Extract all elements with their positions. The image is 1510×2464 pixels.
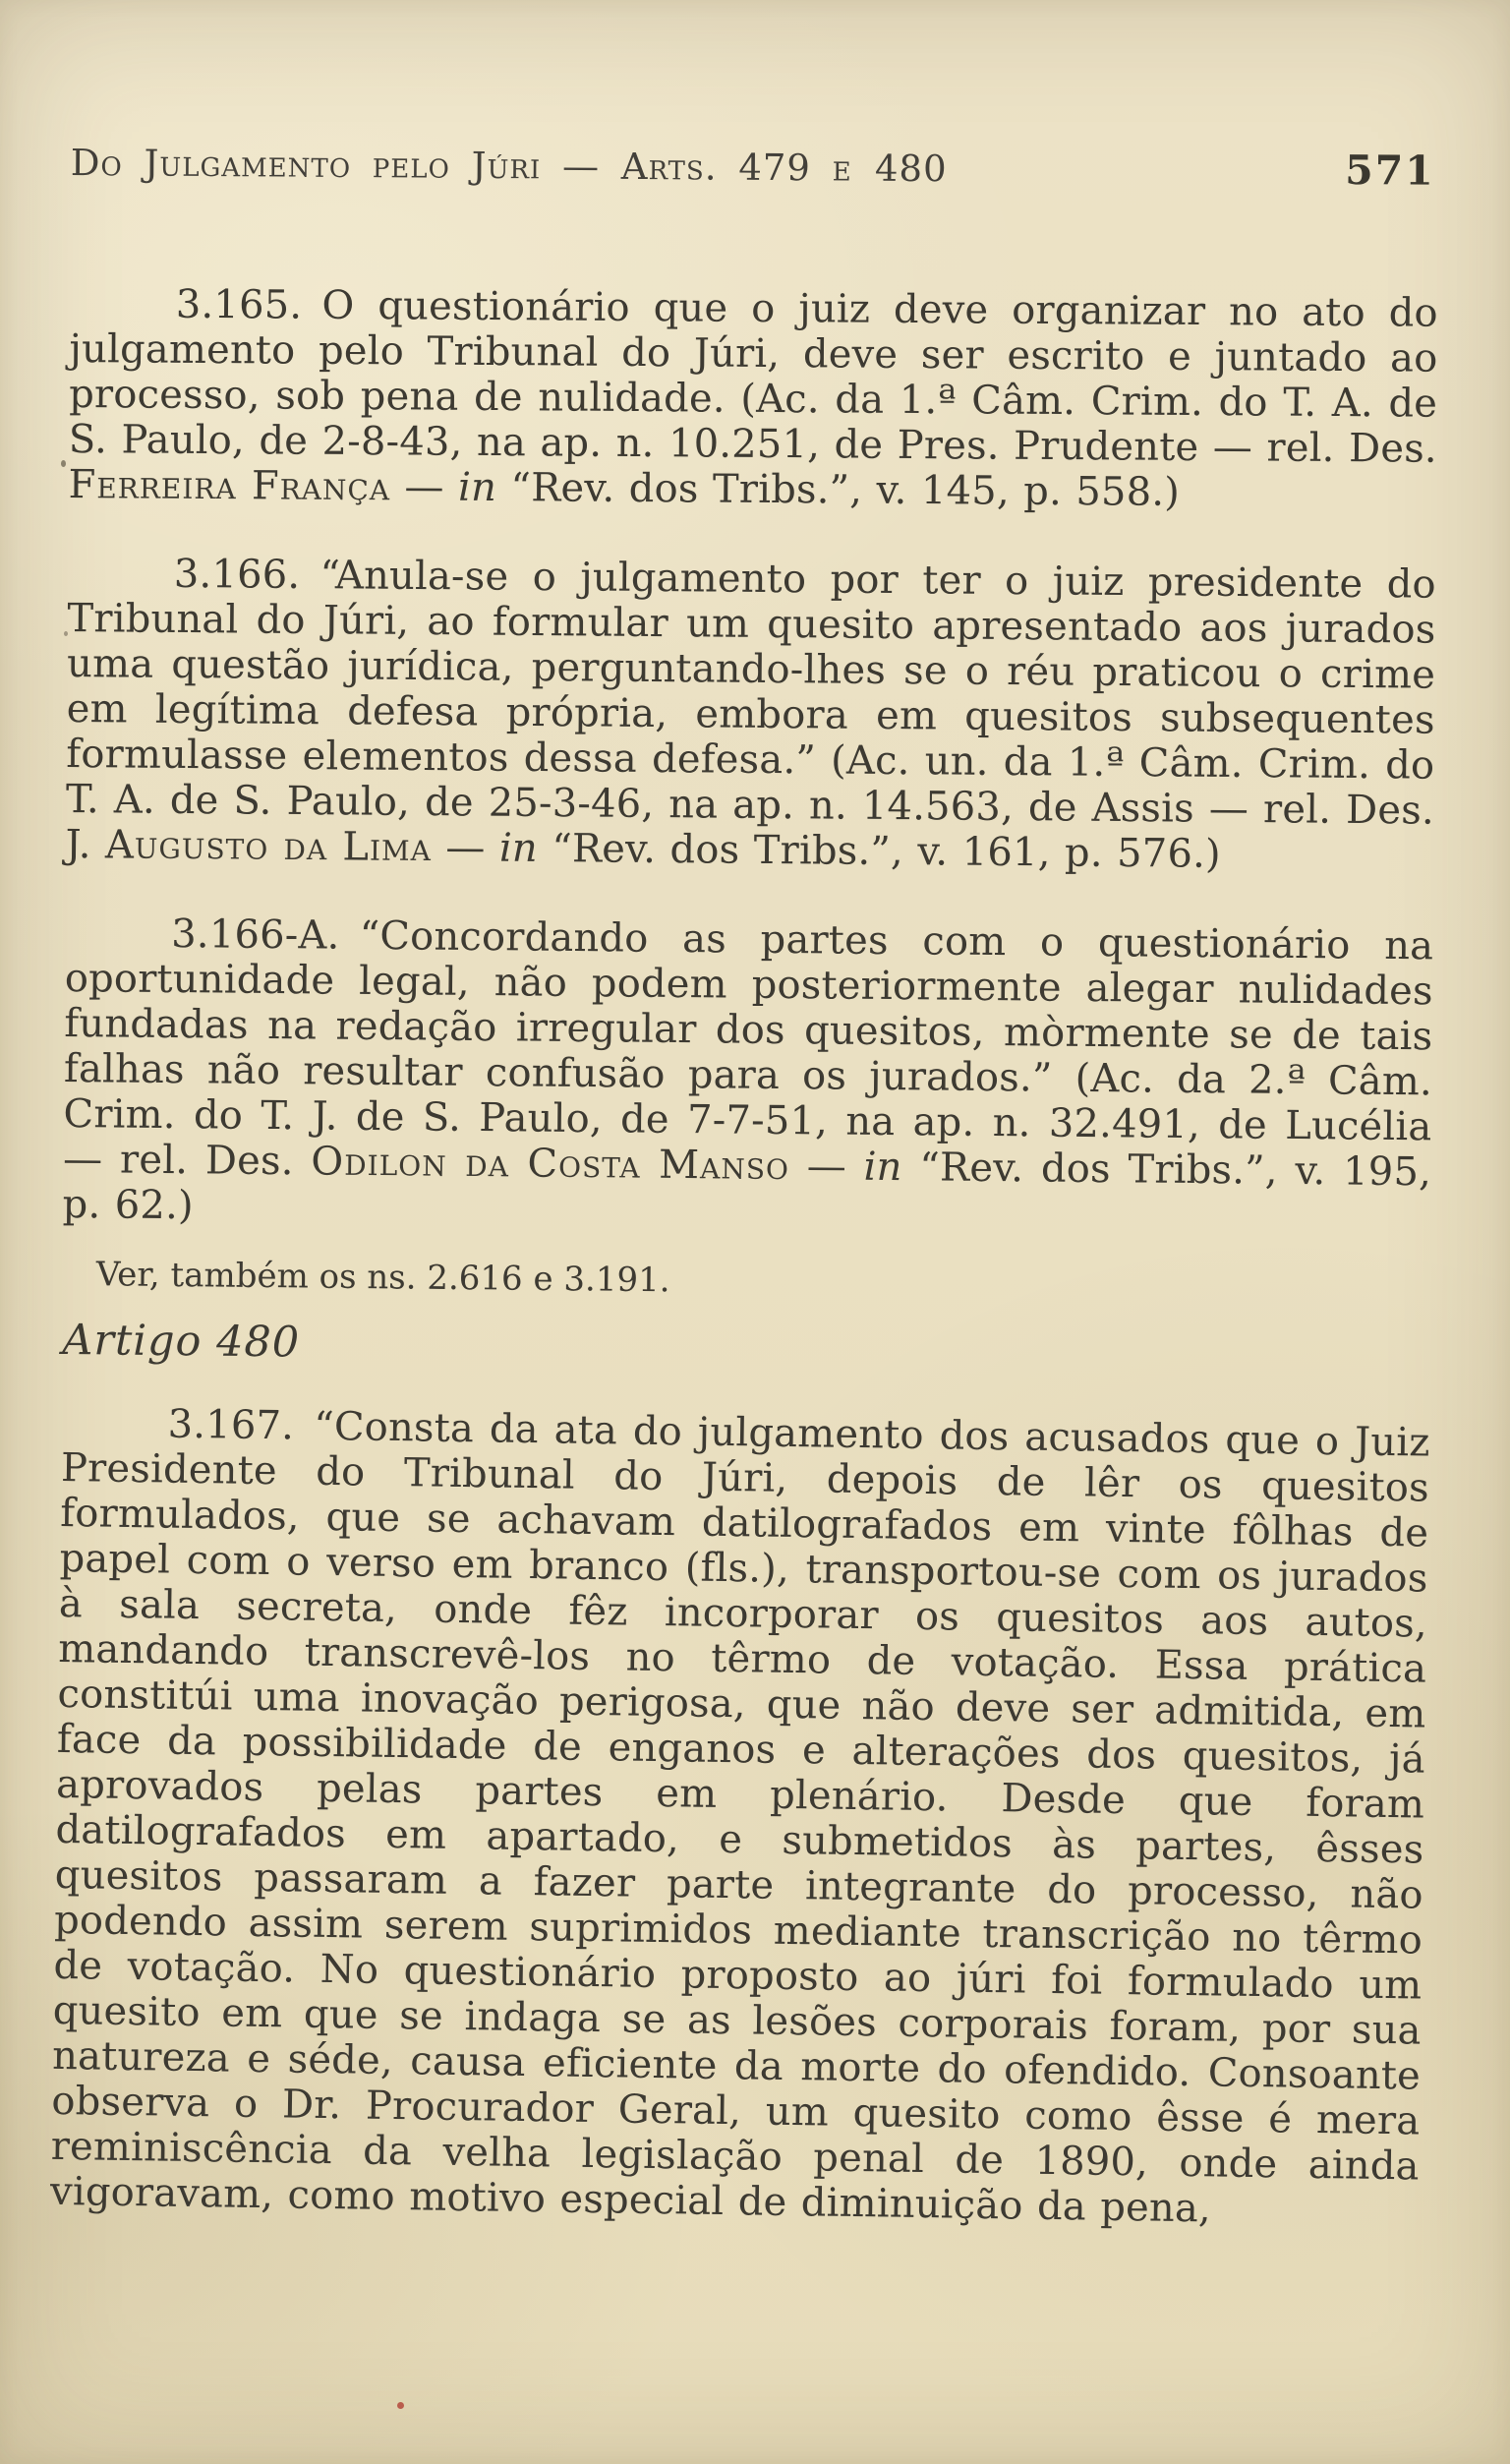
text-run: in (863, 1144, 902, 1191)
paragraph-3-166a (62, 910, 1433, 1240)
cross-reference-note (96, 1255, 1431, 1308)
text-run: — (389, 464, 459, 510)
text-run: Artigo 480 (62, 1315, 301, 1368)
text-run: 3.166-A. “Concordando as partes com o questionário na oportunidade legal, não podem posteriormente alegar nulidades fundadas na redação irregular dos quesitos, mòrmente se de tais falhas não resultar confusão para os jurados.” (Ac. da 2.ª Câm. Crim. do T. J. de S. Paulo, de 7-7-51, na ap. n. 32.491, de Lucélia — rel. Des. (62, 911, 1434, 1185)
text-run: 480 (853, 147, 948, 191)
text-run: Augusto da Lima (104, 822, 433, 871)
paragraph-3-166 (65, 551, 1436, 879)
text-run: “Rev. dos Tribs.”, v. 161, p. 576.) (537, 826, 1222, 877)
text-run: 3.167. “Consta da ata do julgamento dos acusados que o Juiz Presidente do Tribunal do Júri, depois de lêr os quesitos formulados, que se achavam datilografados em vinte fôlhas de papel com o verso em branco (fls.), transportou-se com os jurados à sala secreta, onde fêz incorporar os quesitos aos autos, mandando transcrevê-los no têrmo de votação. Essa prática constitúi uma inovação perigosa, que não deve ser admitida, em face da possibilidade de enganos e alterações dos quesitos, já aprovados pelas partes em plenário. Desde que foram datilografados em apartado, e submetidos às partes, êsses quesitos passaram a fazer parte integrante do processo, não podendo assim serem suprimidos mediante transcrição no têrmo de votação. No questionário proposto ao júri foi formulado um quesito em que se indaga se as lesões corporais foram, por sua natureza e séde, causa eficiente da morte do ofendido. Consoante observa o Dr. Procurador Geral, um quesito como êsse é mera reminiscência da velha legislação penal de 1890, onde ainda vigoravam, como motivo especial de diminuição da pena, (49, 1401, 1430, 2232)
ink-speck (61, 460, 66, 467)
article-480-heading (62, 1316, 1430, 1379)
text-run: Do Julgamento pelo Júri — Arts. 479 (70, 141, 833, 190)
text-run: in (457, 464, 497, 511)
text-run: — (431, 825, 500, 871)
text-run: 3.166. “Anula-se o julgamento por ter o juiz presidente do Tribunal do Júri, ao formular um quesito apresentado aos jurados uma questão jurídica, perguntando-lhes se o réu praticou o crime em legítima defesa própria, embora em quesitos subsequentes formulasse elementos dessa defesa.” (Ac. un. da 1.ª Câm. Crim. do T. A. de S. Paulo, de 25-3-46, na ap. n. 14.563, de Assis — rel. Des. J. (65, 551, 1437, 868)
red-ink-speck (397, 2402, 404, 2409)
text-run: e (832, 147, 854, 190)
page-number: 571 (1345, 147, 1435, 195)
paragraph-3-167 (50, 1400, 1430, 2235)
running-head-title (71, 142, 948, 190)
page-body-text (49, 281, 1438, 2232)
text-run: Ver, também os ns. 2.616 e 3.191. (95, 1255, 670, 1301)
text-run: “Rev. dos Tribs.”, v. 145, p. 558.) (495, 465, 1181, 515)
page-content-area (49, 138, 1439, 2267)
paragraph-3-165 (68, 281, 1438, 517)
text-run: Odilon da Costa Manso (311, 1139, 790, 1190)
text-run: Ferreira França (68, 461, 391, 510)
running-header (71, 138, 1439, 195)
text-run: 3.165. O questionário que o juiz deve organizar no ato do julgamento pelo Tribunal do Júri, deve ser escrito e juntado ao processo, sob pena de nulidade. (Ac. da 1.ª Câm. Crim. do T. A. de S. Paulo, de 2-8-43, na ap. n. 10.251, de Pres. Prudente — rel. Des. (68, 281, 1438, 472)
text-run: “Rev. dos Tribs.”, v. 195, p. 62.) (62, 1144, 1432, 1229)
text-run: — (788, 1144, 864, 1190)
text-run: in (498, 825, 539, 872)
